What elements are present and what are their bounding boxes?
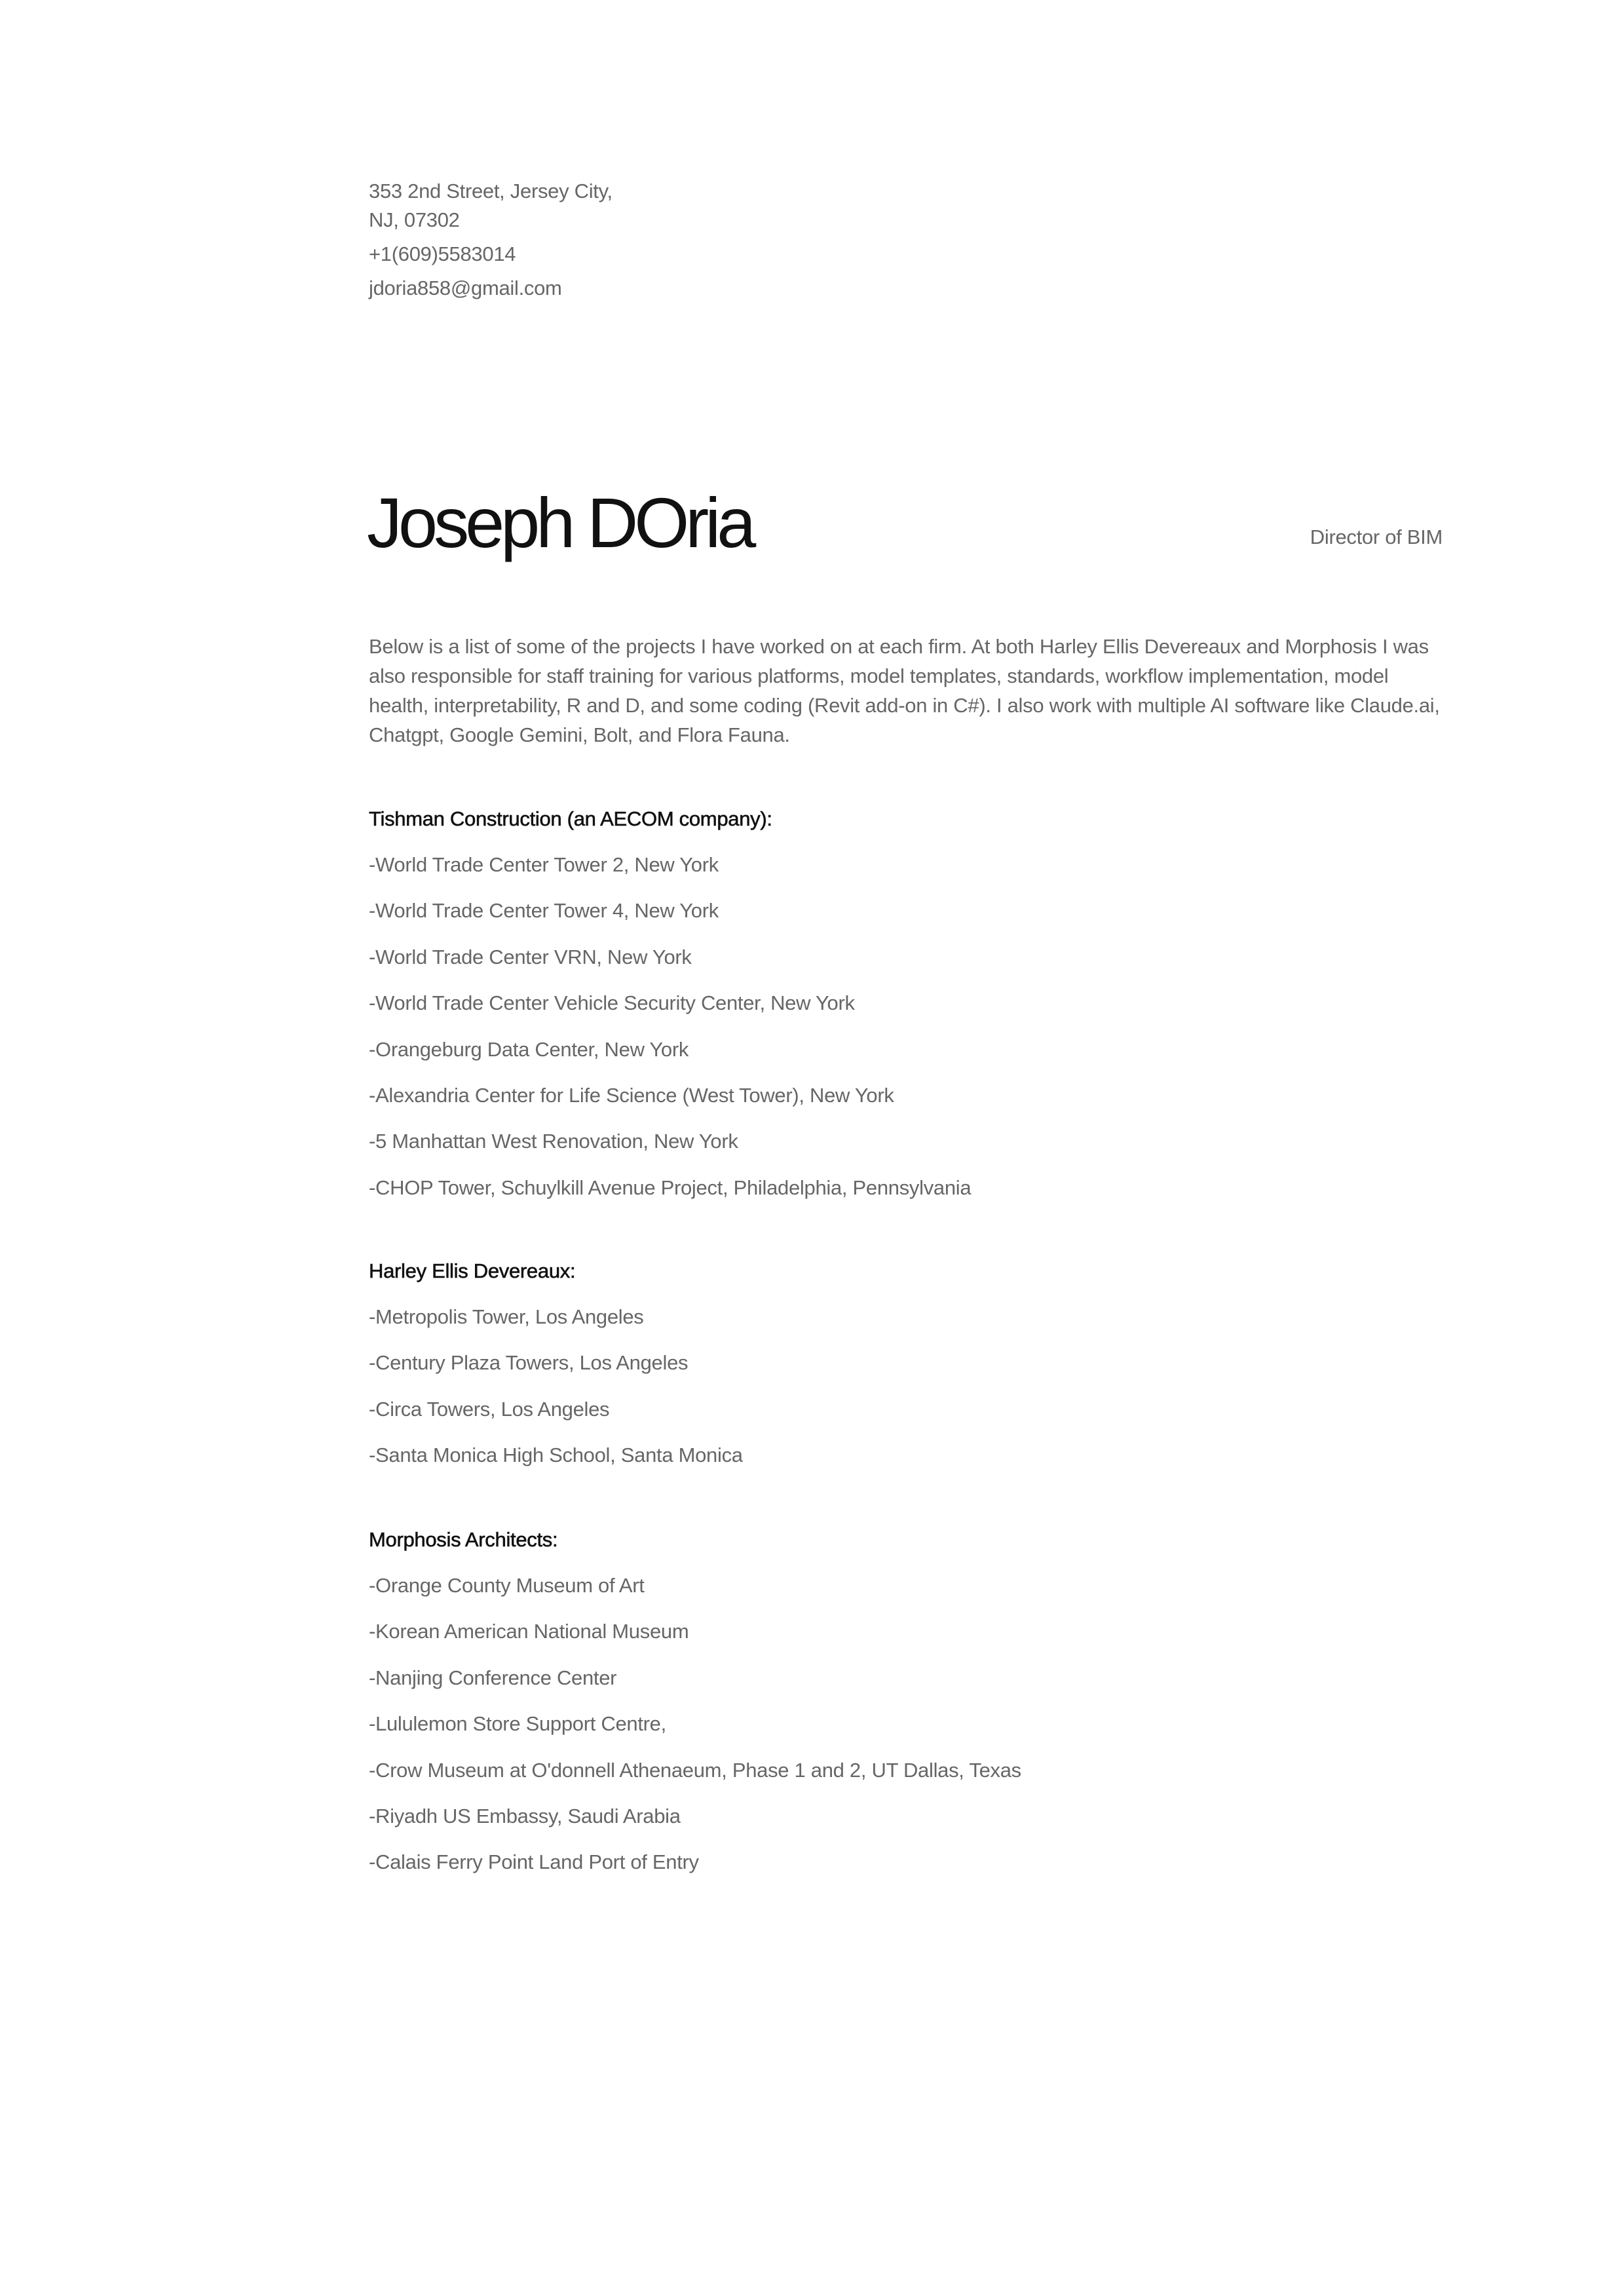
project-item: -Crow Museum at O'donnell Athenaeum, Phase 1 and 2, UT Dallas, Texas [369,1758,1021,1782]
address-line-1: 353 2nd Street, Jersey City, [369,180,613,202]
project-item: -5 Manhattan West Renovation, New York [369,1130,738,1153]
email-address: jdoria858@gmail.com [369,277,562,299]
project-item: -Alexandria Center for Life Science (West Tower), New York [369,1083,894,1107]
project-item: -Circa Towers, Los Angeles [369,1397,610,1421]
project-list [369,851,1450,1219]
section-morphosis [369,1525,1450,1894]
project-item: -Calais Ferry Point Land Port of Entry [369,1850,699,1874]
section-tishman [369,805,1450,1219]
section-title: Tishman Construction (an AECOM company): [369,807,772,830]
project-item: -Century Plaza Towers, Los Angeles [369,1351,689,1375]
project-item: -World Trade Center Vehicle Security Center, New York [369,991,855,1015]
project-item: -World Trade Center VRN, New York [369,945,692,968]
person-name: Joseph DOria [367,483,753,562]
phone-number: +1(609)5583014 [369,242,516,265]
project-item: -World Trade Center Tower 2, New York [369,853,719,876]
project-item: -CHOP Tower, Schuylkill Avenue Project, Philadelphia, Pennsylvania [369,1176,972,1199]
project-item: -Lululemon Store Support Centre, [369,1712,666,1736]
project-list [369,1303,1450,1487]
project-list [369,1571,1450,1894]
intro-paragraph: Below is a list of some of the projects I have worked on at each firm. At both Harley Ellis Devereaux and Morphosis I was also responsible for staff training for various platforms, model templates, standards, workflow implementation, model health, interpretability, R and D, and some coding (Revit add-on in C#). I also work with multiple AI software like Claude.ai, Chatgpt, Google Gemini, Bolt, and Flora Fauna. [369,635,1440,746]
section-harley-ellis-devereaux [369,1257,1450,1487]
project-item: -Orange County Museum of Art [369,1574,645,1597]
section-title: Harley Ellis Devereaux: [369,1259,576,1282]
project-item: -Nanjing Conference Center [369,1666,617,1689]
address-line-2: NJ, 07302 [369,208,460,231]
project-item: -World Trade Center Tower 4, New York [369,899,719,923]
project-item: -Metropolis Tower, Los Angeles [369,1305,644,1328]
contact-block [369,177,613,303]
job-title: Director of BIM [1310,526,1443,548]
project-item: -Riyadh US Embassy, Saudi Arabia [369,1804,681,1827]
project-item: -Santa Monica High School, Santa Monica [369,1444,743,1467]
project-item: -Korean American National Museum [369,1620,689,1643]
section-title: Morphosis Architects: [369,1528,558,1551]
project-item: -Orangeburg Data Center, New York [369,1037,689,1061]
